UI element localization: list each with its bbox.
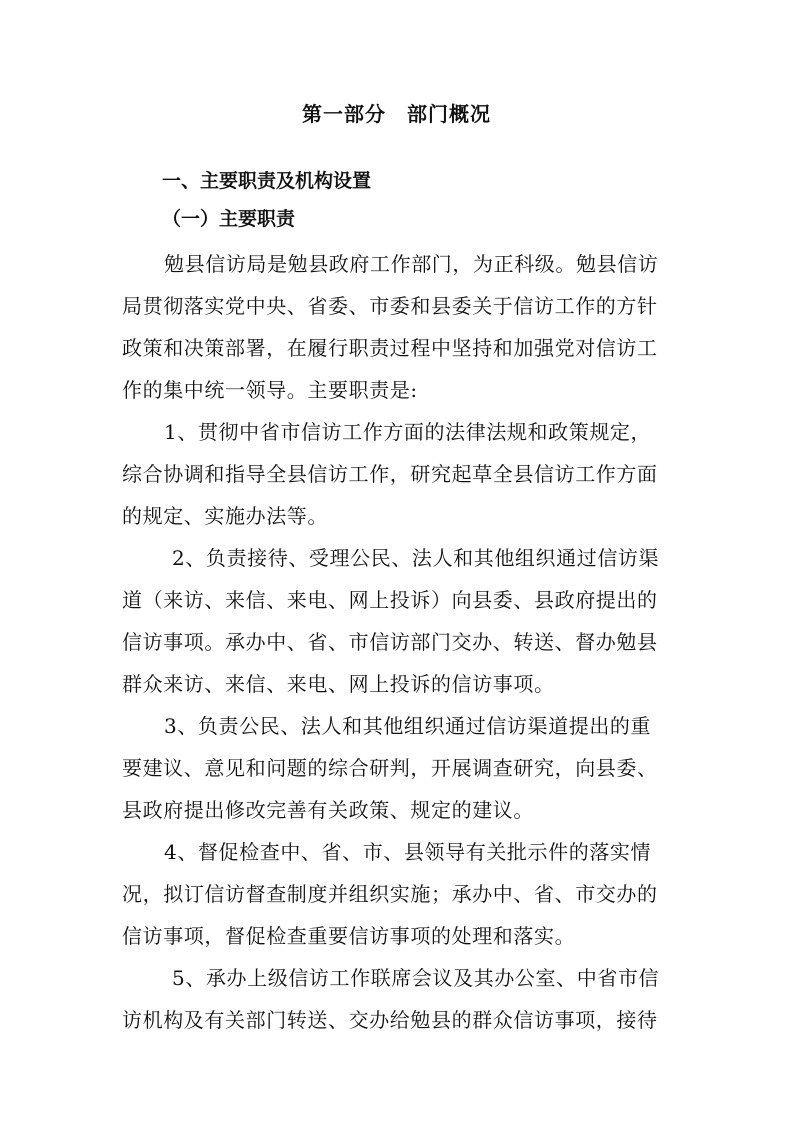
body-line: 4、督促检查中、省、市、县领导有关批示件的落实情: [164, 840, 652, 864]
body-line: 县政府提出修改完善有关政策、规定的建议。: [122, 798, 534, 822]
body-line: 2、负责接待、受理公民、法人和其他组织通过信访渠: [172, 546, 660, 570]
body-line: 5、承办上级信访工作联席会议及其办公室、中省市信: [172, 966, 660, 990]
body-line: 信访事项。承办中、省、市信访部门交办、转送、督办勉县: [122, 630, 658, 654]
body-line: 综合协调和指导全县信访工作，研究起草全县信访工作方面: [122, 462, 658, 486]
body-line: 的规定、实施办法等。: [122, 504, 328, 528]
body-line: 局贯彻落实党中央、省委、市委和县委关于信访工作的方针: [122, 294, 658, 318]
subsection-heading: （一）主要职责: [162, 208, 296, 230]
body-line: 道（来访、来信、来电、网上投诉）向县委、县政府提出的: [122, 588, 658, 612]
body-line: 群众来访、来信、来电、网上投诉的信访事项。: [122, 672, 555, 696]
body-line: 3、负责公民、法人和其他组织通过信访渠道提出的重: [164, 714, 652, 738]
body-line: 要建议、意见和问题的综合研判，开展调查研究，向县委、: [122, 756, 658, 780]
body-line: 信访事项，督促检查重要信访事项的处理和落实。: [122, 924, 576, 948]
body-line: 访机构及有关部门转送、交办给勉县的群众信访事项，接待: [122, 1008, 658, 1032]
body-line: 1、贯彻中省市信访工作方面的法律法规和政策规定，: [164, 420, 652, 444]
body-line: 勉县信访局是勉县政府工作部门，为正科级。勉县信访: [164, 252, 659, 276]
body-line: 政策和决策部署，在履行职责过程中坚持和加强党对信访工: [122, 336, 658, 360]
body-line: 作的集中统一领导。主要职责是:: [122, 378, 418, 402]
section-heading: 一、主要职责及机构设置: [162, 170, 372, 192]
page-title: 第一部分 部门概况: [302, 102, 491, 126]
body-line: 况，拟订信访督查制度并组织实施；承办中、省、市交办的: [122, 882, 658, 906]
